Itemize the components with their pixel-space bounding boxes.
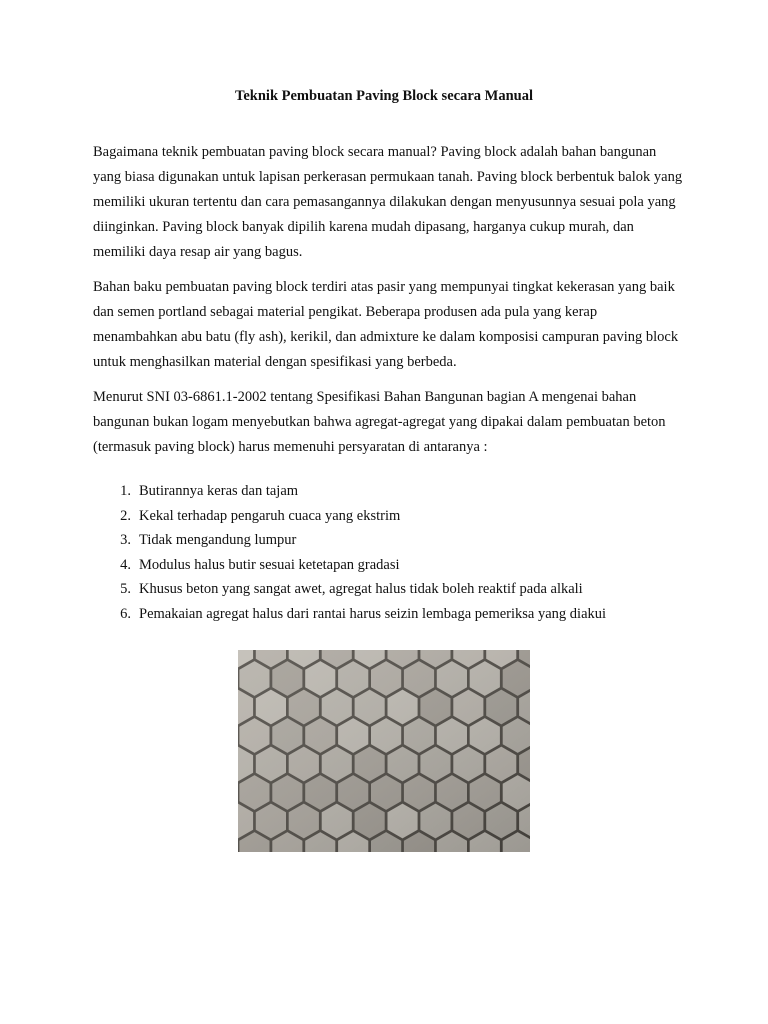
list-number: 5. (120, 581, 131, 598)
list-number: 6. (120, 605, 131, 622)
list-number: 4. (120, 556, 131, 573)
hexagon-paving-pattern (238, 650, 530, 852)
list-text: Butirannya keras dan tajam (139, 483, 299, 499)
list-text: Tidak mengandung lumpur (139, 532, 297, 549)
list-item (93, 528, 683, 553)
list-text: Pemakaian agregat halus dari rantai harus seizin lembaga pemeriksa yang diakui (139, 605, 607, 622)
paragraph-intro: Bagaimana teknik pembuatan paving block secara manual? Paving block adalah bahan bangunan yang biasa digunakan untuk lapisan perkerasan permukaan tanah. Paving block berbentuk balok yang memiliki ukuran tertentu dan cara pemasangannya dilakukan dengan menyusunnya sesuai pola yang diinginkan. Paving block banyak dipilih karena mudah dipasang, harganya cukup murah, dan memiliki daya resap air yang bagus. (93, 144, 683, 260)
list-item (93, 504, 683, 529)
hexagon-paving-photo (238, 650, 530, 852)
requirements-list (93, 479, 683, 627)
list-item (93, 479, 683, 504)
list-item (93, 602, 683, 627)
photo-shading (238, 650, 530, 852)
list-item (93, 577, 683, 602)
list-number: 2. (120, 507, 131, 524)
list-text: Khusus beton yang sangat awet, agregat halus tidak boleh reaktif pada alkali (139, 581, 583, 598)
list-item (93, 553, 683, 578)
document-title: Teknik Pembuatan Paving Block secara Manual (235, 88, 533, 104)
list-number: 3. (120, 532, 131, 549)
list-text: Modulus halus butir sesuai ketetapan gradasi (139, 556, 400, 573)
paragraph-materials: Bahan baku pembuatan paving block terdiri atas pasir yang mempunyai tingkat kekerasan yang baik dan semen portland sebagai material pengikat. Beberapa produsen ada pula yang kerap menambahkan abu batu (fly ash), kerikil, dan admixture ke dalam komposisi campuran paving block untuk menghasilkan material dengan spesifikasi yang berbeda. (93, 279, 679, 370)
list-text: Kekal terhadap pengaruh cuaca yang ekstrim (139, 507, 401, 524)
paragraph-sni-standard: Menurut SNI 03-6861.1-2002 tentang Spesifikasi Bahan Bangunan bagian A mengenai bahan bangunan bukan logam menyebutkan bahwa agregat-agregat yang dipakai dalam pembuatan beton (termasuk paving block) harus memenuhi persyaratan di antaranya : (93, 389, 666, 455)
list-number: 1. (120, 483, 131, 499)
